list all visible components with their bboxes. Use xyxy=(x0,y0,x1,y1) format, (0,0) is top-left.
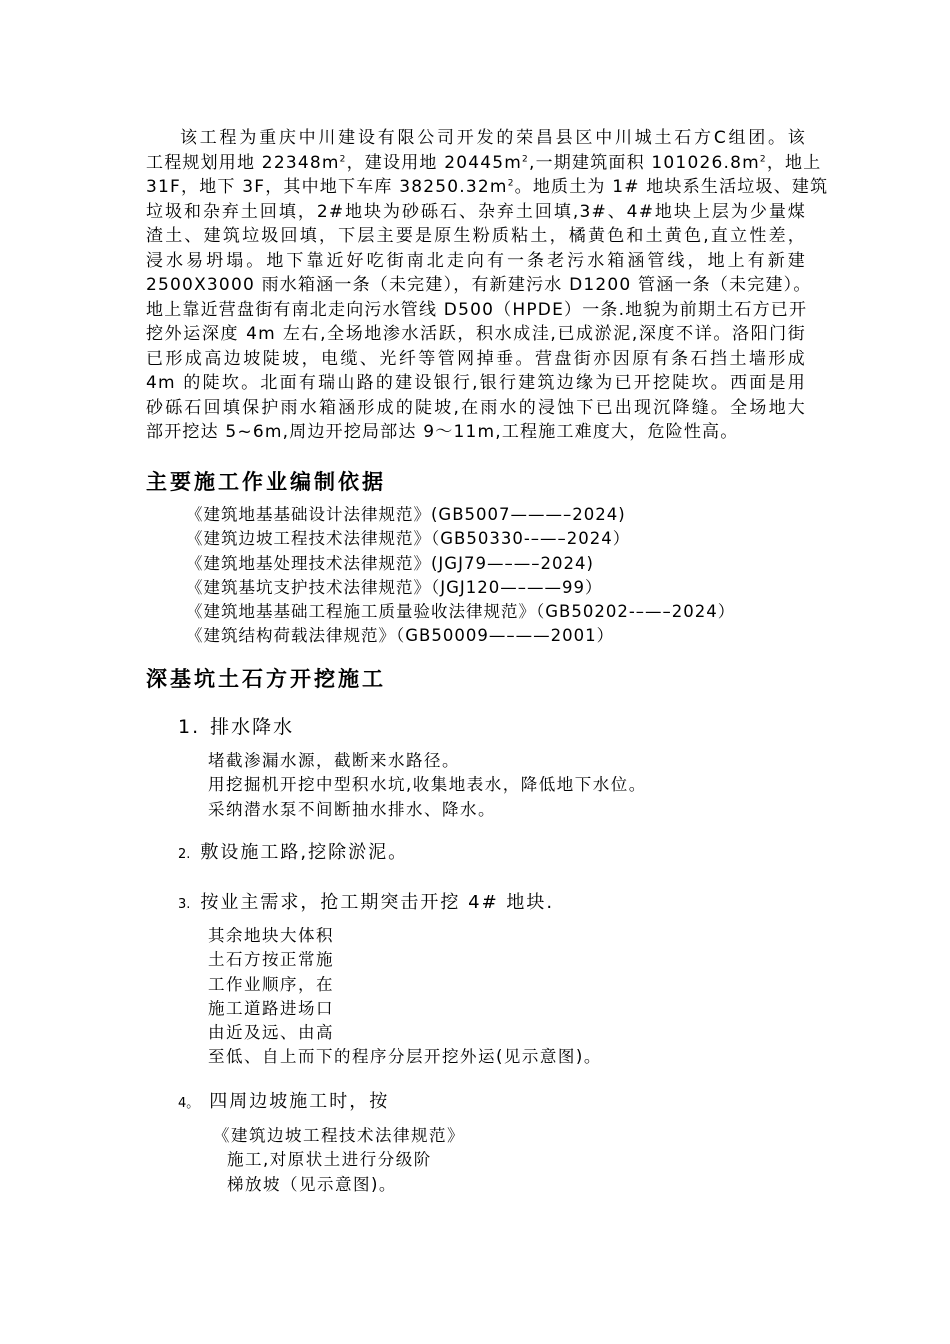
body-line: 土石方按正常施 xyxy=(208,950,334,970)
item-2-heading xyxy=(178,838,408,864)
item-4-heading xyxy=(178,1087,389,1113)
reference-item: 《建筑地基处理技术法律规范》(JGJ79—–—–2024) xyxy=(186,553,594,573)
intro-line: 2500X3000 雨水箱涵一条（未完建），有新建污水 D1200 管涵一条（未完建）。 xyxy=(146,275,812,295)
item-1-body xyxy=(208,749,647,822)
intro-line: 已形成高边坡陡坡，电缆、光纤等管网掉垂。营盘街亦因原有条石挡土墙形成 xyxy=(146,348,806,369)
intro-line: 渣土、建筑垃圾回填，下层主要是原生粉质粘土，橘黄色和土黄色,直立性差， xyxy=(146,226,806,246)
body-line: 采纳潜水泵不间断抽水排水、降水。 xyxy=(208,799,496,819)
body-line: 梯放坡（见示意图)。 xyxy=(227,1174,397,1194)
item-number: 2. xyxy=(178,847,191,862)
reference-list xyxy=(186,503,735,649)
body-line: 至低、自上而下的程序分层开挖外运(见示意图)。 xyxy=(208,1047,602,1067)
intro-line: 4m 的陡坎。北面有瑞山路的建设银行,银行建筑边缘为已开挖陡坎。西面是用 xyxy=(146,373,806,393)
intro-line: 挖外运深度 4m 左右,全场地渗水活跃，积水成洼,已成淤泥,深度不详。洛阳门街 xyxy=(146,324,806,344)
intro-line: 31F，地下 3F，其中地下车库 $38250.32m^2$。地质土为 1# 地块系生活垃圾、建筑 xyxy=(146,177,829,197)
body-line: 《建筑边坡工程技术法律规范》 xyxy=(213,1126,465,1145)
body-line: 其余地块大体积 xyxy=(208,926,334,945)
item-number: 1. xyxy=(178,716,201,738)
reference-item: 《建筑基坑支护技术法律规范》（JGJ120—–——99） xyxy=(186,577,603,597)
reference-item: 《建筑地基基础工程施工质量验收法律规范》（GB50202-–—–2024） xyxy=(186,602,736,622)
intro-line: 地上靠近营盘街有南北走向污水管线 D500（HPDE）一条.地貌为前期土石方已开 xyxy=(146,299,808,320)
item-3-body xyxy=(208,924,602,1070)
intro-line: 该工程为重庆中川建设有限公司开发的荣昌县区中川城土石方C组团。该 xyxy=(180,128,806,148)
intro-line: 部开挖达 5~6m,周边开挖局部达 9～11m,工程施工难度大，危险性高。 xyxy=(146,422,739,442)
item-1-heading xyxy=(178,712,294,739)
item-title: 排水降水 xyxy=(210,716,295,738)
item-number: 3. xyxy=(178,897,191,912)
section-heading-basis: 主要施工作业编制依据 xyxy=(146,470,386,494)
body-line: 用挖掘机开挖中型积水坑,收集地表水，降低地下水位。 xyxy=(208,775,647,795)
intro-line: 垃圾和杂弃土回填，2#地块为砂砾石、杂弃土回填,3#、4#地块上层为少量煤 xyxy=(146,201,806,222)
reference-item: 《建筑地基基础设计法律规范》(GB5007———–2024) xyxy=(186,505,626,524)
reference-item: 《建筑边坡工程技术法律规范》（GB50330-–—–2024） xyxy=(186,529,631,549)
item-title: 按业主需求，抢工期突击开挖 4# 地块. xyxy=(200,892,555,913)
body-line: 工作业顺序，在 xyxy=(208,974,334,994)
item-title: 敷设施工路,挖除淤泥。 xyxy=(200,842,409,863)
intro-line: 浸水易坍塌。地下靠近好吃街南北走向有一条老污水箱涵管线，地上有新建 xyxy=(146,250,806,271)
reference-item: 《建筑结构荷载法律规范》（GB50009—–——2001） xyxy=(186,626,615,646)
body-line: 堵截渗漏水源，截断来水路径。 xyxy=(208,751,460,770)
body-line: 施工,对原状土进行分级阶 xyxy=(227,1150,432,1170)
item-3-heading xyxy=(178,888,554,914)
intro-line: 砂砾石回填保护雨水箱涵形成的陡坡,在雨水的浸蚀下已出现沉降缝。全场地大 xyxy=(146,397,806,418)
item-title: 四周边坡施工时，按 xyxy=(209,1091,390,1112)
section-heading-excavation: 深基坑土石方开挖施工 xyxy=(146,667,386,691)
body-line: 施工道路进场口 xyxy=(208,998,334,1018)
intro-line: 工程规划用地 $22348m^2$，建设用地 $20445m^2$,一期建筑面积 $101026.8m^2$，地上 xyxy=(146,152,822,173)
item-number: 4。 xyxy=(178,1096,200,1111)
intro-paragraph xyxy=(146,126,829,445)
body-line: 由近及远、由高 xyxy=(208,1023,334,1043)
item-4-body xyxy=(213,1124,465,1197)
